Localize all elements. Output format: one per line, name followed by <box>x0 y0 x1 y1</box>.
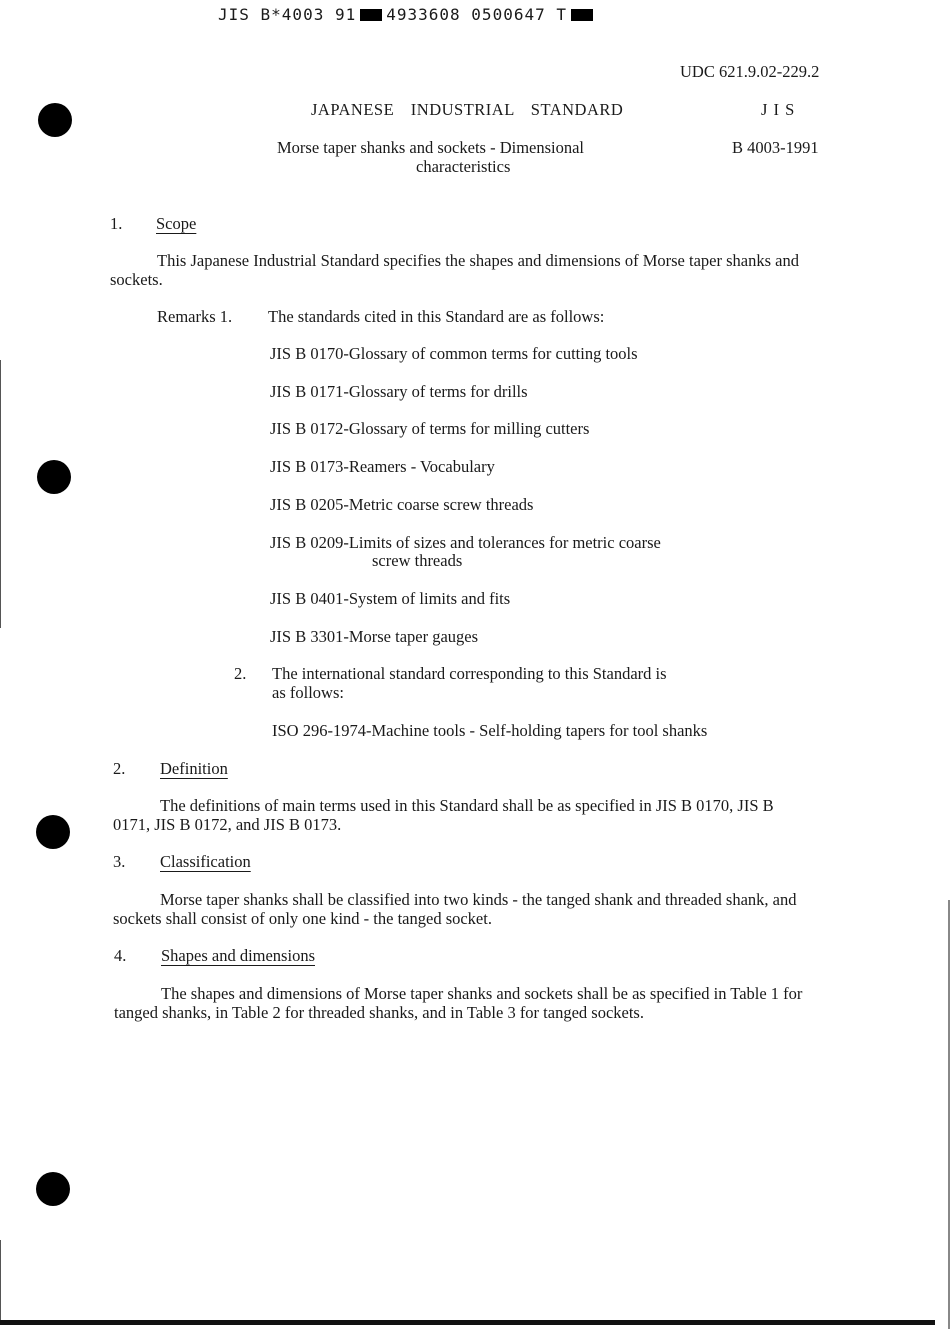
standard-title: JAPANESE INDUSTRIAL STANDARD <box>311 100 624 119</box>
doc-title-line1: Morse taper shanks and sockets - Dimensional <box>277 138 585 157</box>
barcode-block-icon <box>360 9 382 21</box>
barcode-block-icon <box>571 9 593 21</box>
cited-standard: JIS B 0173-Reamers - Vocabulary <box>270 457 495 476</box>
definition-body: The definitions of main terms used in this Standard shall be as specified in JIS B 0170, JIS B 0171, JIS B 0172, and JIS B 0173. <box>113 796 774 834</box>
doc-title-line2: characteristics <box>416 157 511 176</box>
cited-standard: JIS B 0172-Glossary of terms for milling cutters <box>270 419 590 438</box>
scan-bottom-bar <box>0 1320 935 1325</box>
shapes-body: The shapes and dimensions of Morse taper shanks and sockets shall be as specified in Table 1 for tanged shanks, in Table 2 for threaded shanks, and in Table 3 for tanged sockets. <box>114 984 803 1022</box>
cited-standard: JIS B 0171-Glossary of terms for drills <box>270 382 528 401</box>
header-code-part1: JIS B*4003 91 <box>218 5 357 24</box>
remarks-item2-line2: as follows: <box>272 683 344 702</box>
cited-standard: JIS B 0205-Metric coarse screw threads <box>270 495 534 514</box>
remarks-intro: The standards cited in this Standard are as follows: <box>268 307 605 326</box>
scan-edge-left-lower <box>0 1240 1 1320</box>
scope-body: This Japanese Industrial Standard specifies the shapes and dimensions of Morse taper shanks and sockets. <box>110 251 799 289</box>
section-heading-shapes: Shapes and dimensions <box>161 946 315 965</box>
scan-edge-left <box>0 360 1 628</box>
section-number-classification: 3. <box>113 852 126 871</box>
iso-standard: ISO 296-1974-Machine tools - Self-holding tapers for tool shanks <box>272 721 708 740</box>
remarks-item2-line1: The international standard corresponding to this Standard is <box>272 664 667 683</box>
cited-standard: JIS B 3301-Morse taper gauges <box>270 627 479 646</box>
udc-number: UDC 621.9.02-229.2 <box>680 62 820 81</box>
header-code <box>218 5 597 24</box>
punch-hole-1 <box>38 103 72 137</box>
cited-standard: JIS B 0401-System of limits and fits <box>270 589 511 608</box>
doc-number: B 4003-1991 <box>732 138 819 157</box>
remarks-item2-number: 2. <box>234 664 247 683</box>
cited-standard: JIS B 0170-Glossary of common terms for cutting tools <box>270 344 638 363</box>
section-number-definition: 2. <box>113 759 126 778</box>
punch-hole-3 <box>36 815 70 849</box>
punch-hole-4 <box>36 1172 70 1206</box>
section-number-scope: 1. <box>110 214 123 233</box>
remarks-label: Remarks 1. <box>157 307 233 326</box>
jis-mark: J I S <box>761 100 796 119</box>
header-code-part2: 4933608 0500647 T <box>386 5 567 24</box>
cited-standard: JIS B 0209-Limits of sizes and tolerances for metric coarse <box>270 533 661 552</box>
classification-body: Morse taper shanks shall be classified into two kinds - the tanged shank and threaded shank, and sockets shall consist of only one kind - the tanged socket. <box>113 890 797 928</box>
section-heading-classification: Classification <box>160 852 251 871</box>
punch-hole-2 <box>37 460 71 494</box>
section-number-shapes: 4. <box>114 946 127 965</box>
section-heading-scope: Scope <box>156 214 197 233</box>
section-heading-definition: Definition <box>160 759 228 778</box>
cited-standard-continuation: screw threads <box>372 551 463 570</box>
